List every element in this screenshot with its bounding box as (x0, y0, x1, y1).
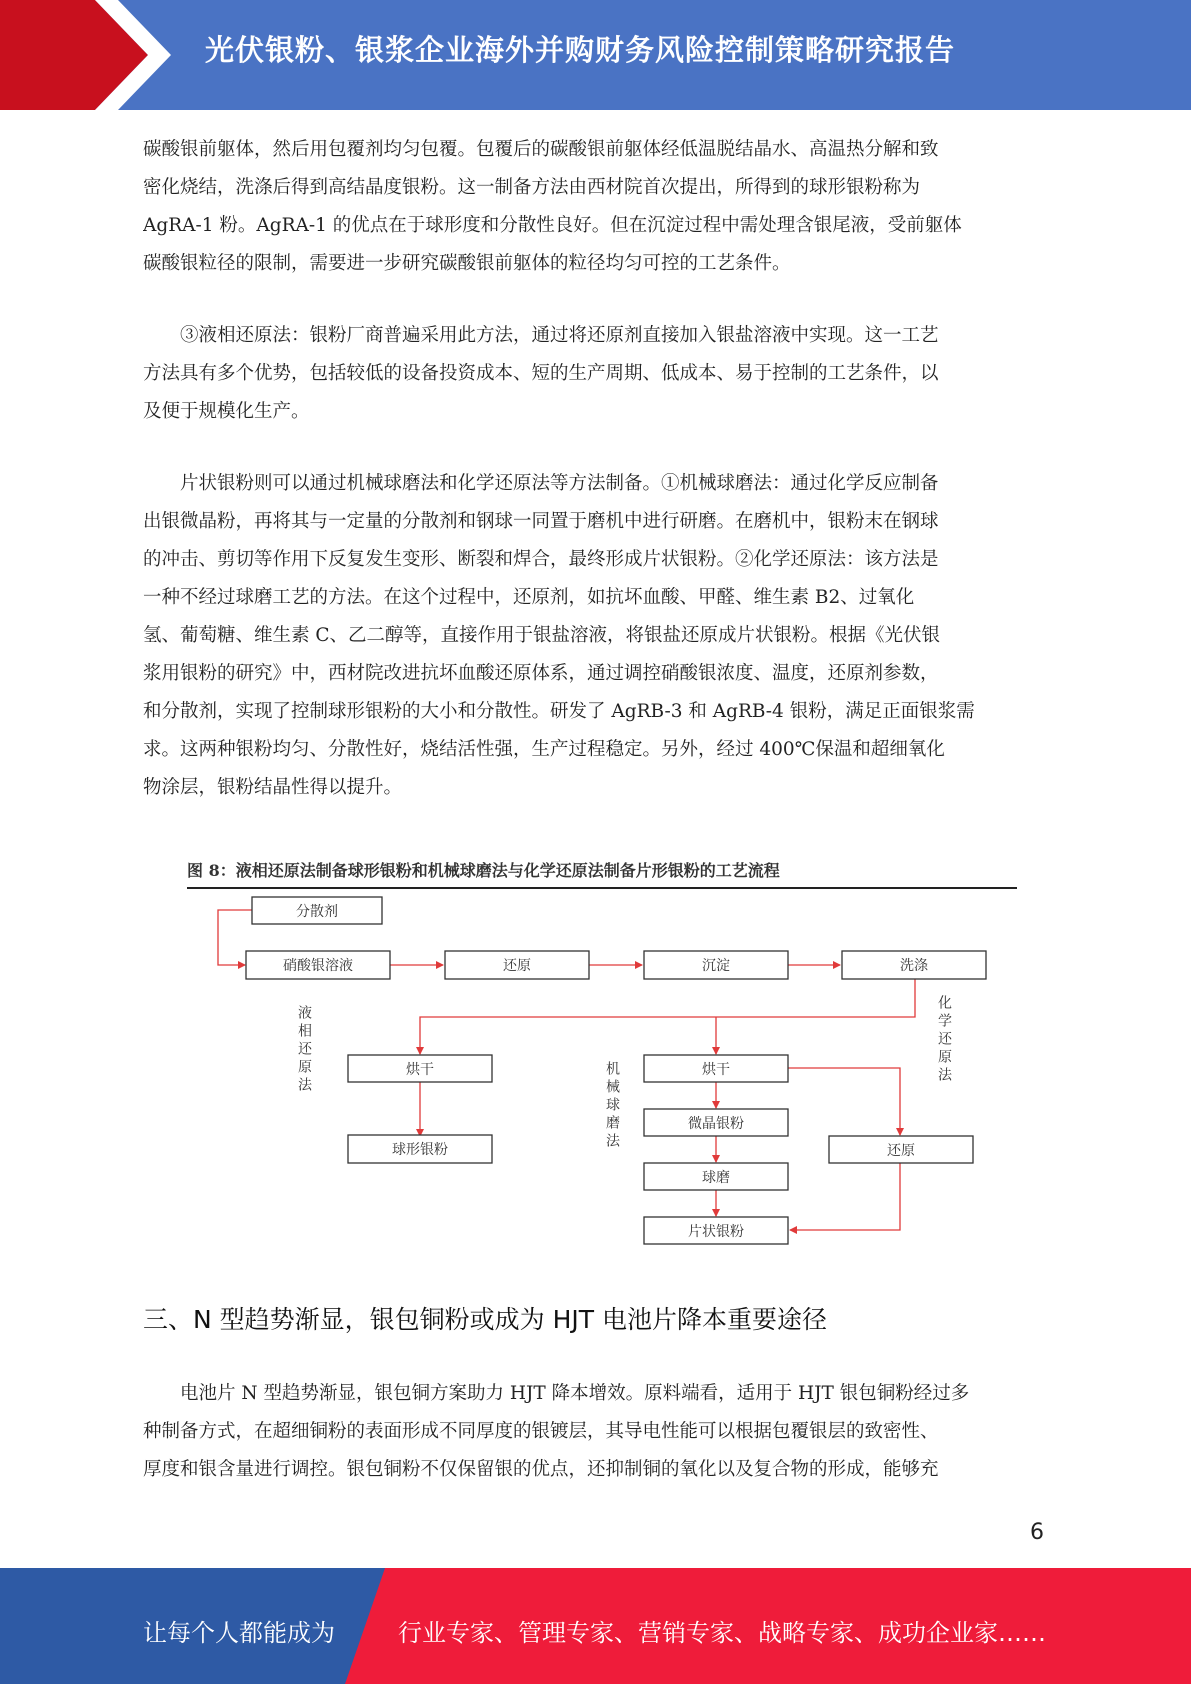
text-line: 密化烧结，洗涤后得到高结晶度银粉。这一制备方法由西材院首次提出，所得到的球形银粉称为 (143, 177, 921, 198)
label-spherical-powder: 球形银粉 (392, 1142, 448, 1158)
footer-slogan-right: 行业专家、管理专家、营销专家、战略专家、成功企业家…… (398, 1619, 1046, 1647)
text-line: 物涂层，银粉结晶性得以提升。 (143, 777, 403, 798)
text-line: 和分散剂，实现了控制球形银粉的大小和分散性。研发了 AgRB-3 和 AgRB-4 银粉，满足正面银浆需 (143, 701, 975, 722)
label-silver-nitrate: 硝酸银溶液 (283, 958, 353, 974)
text-line: 的冲击、剪切等作用下反复发生变形、断裂和焊合，最终形成片状银粉。②化学还原法：该方法是 (143, 549, 939, 570)
text-line: 一种不经过球磨工艺的方法。在这个过程中，还原剂，如抗坏血酸、甲醛、维生素 B2、过氧化 (143, 587, 915, 608)
text-line: 碳酸银粒径的限制，需要进一步研究碳酸银前躯体的粒径均匀可控的工艺条件。 (143, 253, 791, 274)
text-line: 浆用银粉的研究》中，西材院改进抗坏血酸还原体系，通过调控硝酸银浓度、温度，还原剂参数， (143, 663, 939, 684)
text-line: AgRA-1 粉。AgRA-1 的优点在于球形度和分散性良好。但在沉淀过程中需处理含银尾液，受前躯体 (143, 215, 962, 236)
label-reduction-2: 还原 (887, 1143, 915, 1159)
paragraph-4 (143, 1375, 1046, 1489)
label-mechanical-milling-method: 机械球磨法 (604, 1061, 620, 1151)
text-line: 出银微晶粉，再将其与一定量的分散剂和钢球一同置于磨机中进行研磨。在磨机中，银粉末在钢球 (143, 511, 939, 532)
text-line: 氢、葡萄糖、维生素 C、乙二醇等，直接作用于银盐溶液，将银盐还原成片状银粉。根据《光伏银 (143, 625, 941, 646)
arrow-washing-drying-left (420, 979, 915, 1054)
label-flake-powder: 片状银粉 (688, 1224, 744, 1240)
text-line: 求。这两种银粉均匀、分散性好，烧结活性强，生产过程稳定。另外，经过 400℃保温和超细氧化 (143, 739, 945, 760)
label-drying-left: 烘干 (406, 1062, 434, 1078)
label-reduction-1: 还原 (503, 958, 531, 974)
text-line: 种制备方式，在超细铜粉的表面形成不同厚度的银镀层，其导电性能可以根据包覆银层的致密性、 (143, 1421, 939, 1442)
text-line: 片状银粉则可以通过机械球磨法和化学还原法等方法制备。①机械球磨法：通过化学反应制备 (143, 473, 939, 494)
footer-slogan-left: 让每个人都能成为 (143, 1619, 335, 1647)
label-precipitation: 沉淀 (702, 958, 730, 974)
text-line: 方法具有多个优势，包括较低的设备投资成本、短的生产周期、低成本、易于控制的工艺条件，以 (143, 363, 939, 384)
label-liquid-reduction-method: 液相还原法 (296, 1005, 312, 1095)
label-microcrystal: 微晶银粉 (688, 1116, 744, 1132)
figure-caption: 图 8：液相还原法制备球形银粉和机械球磨法与化学还原法制备片形银粉的工艺流程 (187, 861, 780, 880)
text-line: 厚度和银含量进行调控。银包铜粉不仅保留银的优点，还抑制铜的氧化以及复合物的形成，能够充 (143, 1459, 939, 1480)
text-line: ③液相还原法：银粉厂商普遍采用此方法，通过将还原剂直接加入银盐溶液中实现。这一工艺 (143, 325, 939, 346)
report-title: 光伏银粉、银浆企业海外并购财务风险控制策略研究报告 (205, 33, 956, 67)
label-drying-mid: 烘干 (702, 1062, 730, 1078)
arrow-reduction2-flake (790, 1163, 900, 1230)
page-footer (0, 1568, 1191, 1684)
section-heading: 三、N 型趋势渐显，银包铜粉或成为 HJT 电池片降本重要途径 (143, 1305, 827, 1334)
text-line: 电池片 N 型趋势渐显，银包铜方案助力 HJT 降本增效。原料端看，适用于 HJT 银包铜粉经过多 (143, 1383, 970, 1404)
text-line: 及便于规模化生产。 (143, 401, 310, 422)
label-chemical-reduction-method: 化学还原法 (936, 995, 952, 1085)
page-number: 6 (1030, 1520, 1044, 1545)
arrow-drying-reduction2 (788, 1068, 900, 1135)
text-line: 碳酸银前躯体，然后用包覆剂均匀包覆。包覆后的碳酸银前躯体经低温脱结晶水、高温热分解和致 (143, 139, 939, 160)
label-washing: 洗涤 (900, 958, 928, 974)
label-ball-milling: 球磨 (702, 1170, 730, 1186)
label-dispersant: 分散剂 (296, 904, 338, 920)
